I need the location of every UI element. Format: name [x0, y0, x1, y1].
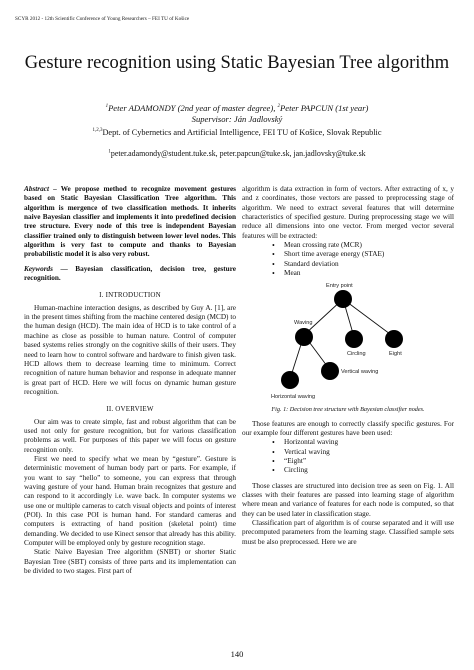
- paper-title: Gesture recognition using Static Bayesian Tree algorithm: [24, 53, 450, 73]
- supervisor-line: Supervisor: Ján Jadlovský: [191, 114, 283, 124]
- page-number: 140: [230, 649, 244, 659]
- node-waving: [295, 328, 313, 346]
- gesture-list: [242, 438, 454, 475]
- list-item: • Vertical waving: [242, 448, 454, 457]
- list-item: • Mean crossing rate (MCR): [242, 241, 454, 250]
- email-addresses: $^1$peter.adamondy@student.tuke.sk, peter.papcun@tuke.sk, jan.jadlovsky@tuke.sk: [108, 149, 366, 158]
- node-vertical-waving: [321, 362, 339, 380]
- author-2: Peter PAPCUN (1st year): [280, 103, 369, 113]
- right-paragraph-4: Classification part of algorithm is of course separated and it will use precomputed parameters from the learning stage. Classified sample sets must be also preprocessed. Here we are: [242, 519, 454, 546]
- list-item: • Mean: [242, 269, 454, 278]
- running-header: SCYR 2012 - 12th Scientific Conference of Young Researchers – FEI TU of Košice: [15, 16, 190, 22]
- label-entry-point: Entry point: [326, 283, 353, 290]
- list-item: • Short time average energy (STAE): [242, 250, 454, 259]
- right-column: [242, 185, 454, 547]
- author-line: $^1$Peter ADAMONDY (2nd year of master degree), $^2$Peter PAPCUN (1st year): [105, 103, 369, 113]
- list-item: • Circling: [242, 466, 454, 475]
- feature-list: [242, 241, 454, 278]
- label-waving: Waving: [294, 320, 313, 327]
- label-vertical-waving: Vertical waving: [341, 369, 379, 376]
- right-paragraph-3: Those classes are structured into decision tree as seen on Fig. 1. All classes with their features are passed into learning stage of algorithm where mean and variance of features for each node is computed, so that they can be used later in classification stage.: [242, 481, 454, 518]
- node-horizontal-waving: [281, 371, 299, 389]
- overview-paragraph-2: First we need to specify what we mean by “gesture”. Gesture is deterministic movement of human body part or parts. For example, if you want to say “hello” to someone, you can express that through waving gesture of your hand. Human brain recognizes that gesture and can respond to it accordingly i.e. wave back. In computer systems we use one or multiple cameras to catch visual objects and points of interest (POI). In this case POI is human hand. For standard cameras and computers is extracting of hand position (skeletal point) time demanding. We decided to use Kinect sensor that already has this ability. Computer will be employed only by gesture recognition stage.: [24, 454, 236, 548]
- abstract: Abstract – We propose method to recognize movement gestures based on Static Bayesian Classification Tree algorithm. This algorithm is mergence of two classification methods. It inherits naive Bayesian classifier and implements it into predefined decision tree structure. Every node of this tree is independent Bayesian classifier trained only to distinguish between lower level nodes. This algorithm is very fast to compute and thanks to Bayesian probabilistic model it is also very robust.: [24, 185, 236, 259]
- node-entry: [334, 290, 352, 308]
- overview-paragraph-3: Static Naive Bayesian Tree algorithm (SNBT) or shorter Static Bayesian Tree (SBT) consists of three parts and its implementation can be divided to two stages. First part of: [24, 548, 236, 576]
- label-circling: Circling: [347, 351, 366, 358]
- right-paragraph-1: algorithm is data extraction in form of vectors. After extracting of x, y and z coordinates, those vectors are passed to preprocessing stage of algorithm. We need to extract several features that will determine characteristics of specified gesture. During preprocessing stage we will reduce all dimensions into one vector. From merged vector several features will be extracted:: [242, 185, 454, 240]
- author-1: Peter ADAMONDY (2nd year of master degree),: [108, 103, 276, 113]
- label-horizontal-waving: Horizontal waving: [271, 394, 316, 401]
- keywords: Keywords — Bayesian classification, decision tree, gesture recognition.: [24, 264, 236, 283]
- decision-tree-figure: [242, 280, 454, 406]
- author-block: [20, 103, 454, 125]
- left-column: [24, 185, 236, 576]
- figure-caption: Fig. 1: Decision tree structure with Bayesian classifier nodes.: [271, 406, 425, 414]
- label-eight: Eight: [389, 351, 402, 358]
- intro-paragraph: Human-machine interaction designs, as described by Guy A. [1], are in the present times shifting from the machine centered design (MCD) to the human design (HCD). The main idea of HCD is to take control of a machine as close as possible to human nature. Control of computer based systems relies strongly on the cognitive skills of their users. They need to learn how to control software and hardware to finish given task. HCD allows them to decrease learning time to minimum. Correct recognition of nature human behavior and response in adequate manner is great part of HCD. Here we will focus on dynamic human gesture recognition.: [24, 303, 236, 396]
- node-circling: [345, 330, 363, 348]
- list-item: • Standard deviation: [242, 260, 454, 269]
- affiliation: $^{1,2,3}$Dept. of Cybernetics and Artificial Intelligence, FEI TU of Košice, Slovak Republic: [92, 128, 382, 137]
- section-heading-introduction: I. INTRODUCTION: [99, 291, 161, 300]
- right-paragraph-2: Those features are enough to correctly classify specific gestures. For our example four different gestures have been used:: [242, 419, 454, 437]
- decision-tree-diagram: [242, 280, 454, 402]
- list-item: • Horizontal waving: [242, 438, 454, 447]
- node-eight: [385, 330, 403, 348]
- list-item: • “Eight”: [242, 457, 454, 466]
- overview-paragraph-1: Our aim was to create simple, fast and robust algorithm that can be used not only for gesture recognition, but for various classification problems as well. For purposes of this paper we will focus on gesture recognition only.: [24, 417, 236, 454]
- section-heading-overview: II. OVERVIEW: [106, 405, 154, 414]
